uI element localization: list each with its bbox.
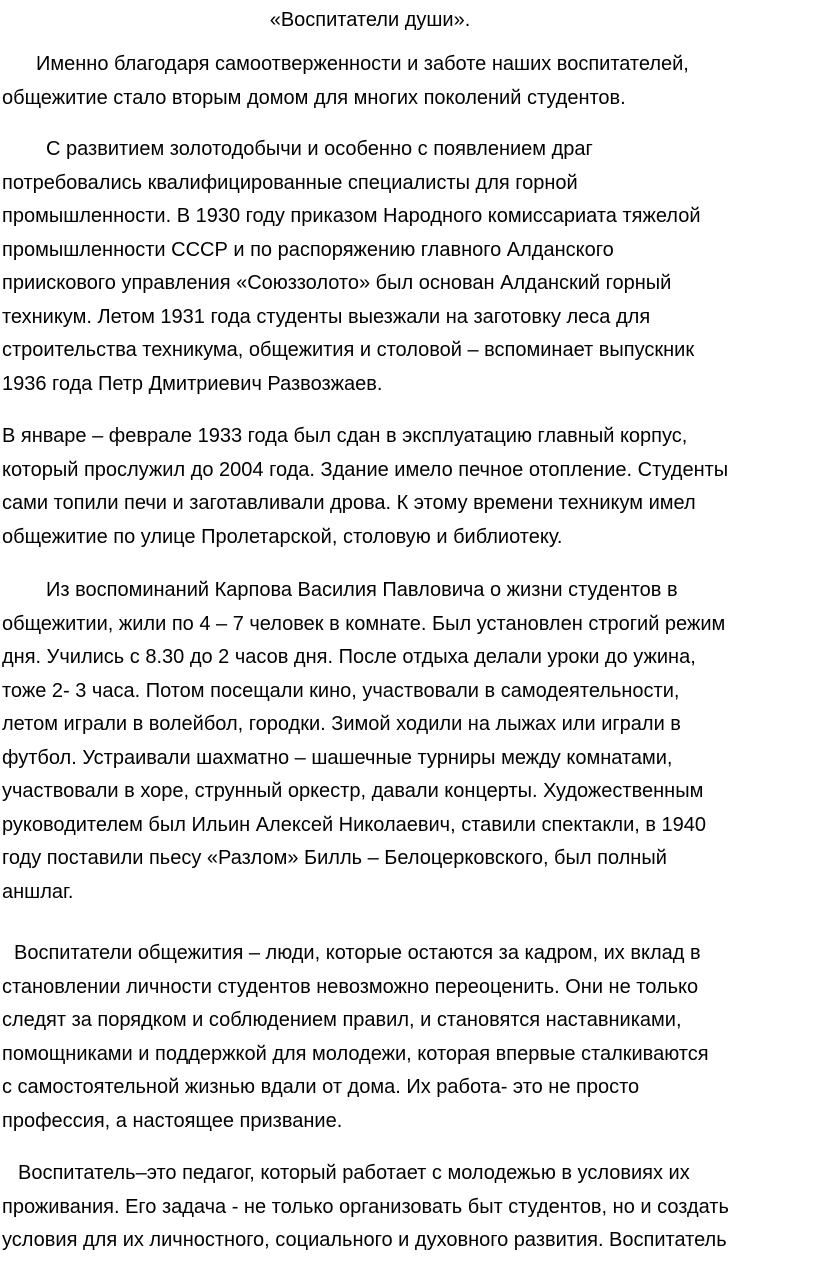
paragraph-line: участвовали в хоре, струнный оркестр, давали концерты. Художественным	[2, 780, 704, 802]
paragraph-line: профессия, а настоящее призвание.	[2, 1109, 343, 1132]
paragraph-line: общежитии, жили по 4 – 7 человек в комнате. Был установлен строгий режим	[2, 612, 726, 635]
paragraph-line: техникум. Летом 1931 года студенты выезжали на заготовку леса для	[2, 305, 651, 328]
paragraph-line: становлении личности студентов невозможно переоценить. Они не только	[2, 975, 699, 998]
paragraph-line: проживания. Его задача - не только организовать быт студентов, но и создать	[2, 1195, 729, 1218]
paragraph-line: аншлаг.	[2, 880, 74, 903]
paragraph-3	[2, 420, 814, 554]
paragraph-line: В январе – феврале 1933 года был сдан в эксплуатацию главный корпус,	[2, 425, 688, 447]
paragraph-line: Воспитатели общежития – люди, которые остаются за кадром, их вклад в	[14, 942, 701, 964]
paragraph-line: потребовались квалифицированные специалисты для горной	[2, 171, 578, 194]
paragraph-line: дня. Учились с 8.30 до 2 часов дня. После отдыха делали уроки до ужина,	[2, 646, 696, 668]
document-title: «Воспитатели души».	[269, 9, 471, 31]
paragraph-line: с самостоятельной жизнью вдали от дома. Их работа- это не просто	[2, 1076, 640, 1098]
paragraph-line: помощниками и поддержкой для молодежи, которая впервые сталкиваются	[2, 1042, 709, 1065]
paragraph-line: строительства техникума, общежития и столовой – вспоминает выпускник	[2, 339, 695, 361]
paragraph-line: общежитие стало вторым домом для многих поколений студентов.	[2, 86, 626, 109]
paragraph-line: летом играли в волейбол, городки. Зимой ходили на лыжах или играли в	[2, 713, 681, 735]
paragraph-line: Из воспоминаний Карпова Василия Павловича о жизни студентов в	[46, 579, 678, 601]
paragraph-line: Именно благодаря самоотверженности и заботе наших воспитателей,	[36, 53, 689, 75]
paragraph-line: году поставили пьесу «Разлом» Билль – Белоцерковского, был полный	[2, 847, 667, 869]
paragraph-1	[2, 48, 816, 115]
paragraph-line: промышленности СССР и по распоряжению главного Алданского	[2, 238, 614, 261]
paragraph-5	[2, 937, 814, 1138]
paragraph-line: следят за порядком и соблюдением правил, и становятся наставниками,	[2, 1009, 682, 1031]
paragraph-line: общежитие по улице Пролетарской, столовую и библиотеку.	[2, 525, 563, 548]
paragraph-line: С развитием золотодобычи и особенно с появлением драг	[46, 138, 593, 160]
paragraph-2	[2, 133, 814, 401]
paragraph-line: который прослужил до 2004 года. Здание имело печное отопление. Студенты	[2, 458, 729, 481]
paragraph-4	[2, 574, 814, 909]
paragraph-line: футбол. Устраивали шахматно – шашечные турниры между комнатами,	[2, 746, 673, 769]
paragraph-line: сами топили печи и заготавливали дрова. К этому времени техникум имел	[2, 492, 696, 514]
paragraph-line: Воспитатель–это педагог, который работает с молодежью в условиях их	[18, 1162, 690, 1184]
paragraph-line: руководителем был Ильин Алексей Николаевич, ставили спектакли, в 1940	[2, 813, 707, 836]
paragraph-line: условия для их личностного, социального и духовного развития. Воспитатель	[2, 1229, 727, 1251]
paragraph-6	[2, 1157, 814, 1258]
paragraph-line: промышленности. В 1930 году приказом Народного комиссариата тяжелой	[2, 205, 701, 227]
paragraph-line: тоже 2- 3 часа. Потом посещали кино, участвовали в самодеятельности,	[2, 679, 680, 702]
paragraph-line: 1936 года Петр Дмитриевич Развозжаев.	[2, 372, 383, 395]
paragraph-line: приискового управления «Союззолото» был основан Алданский горный	[2, 272, 672, 294]
